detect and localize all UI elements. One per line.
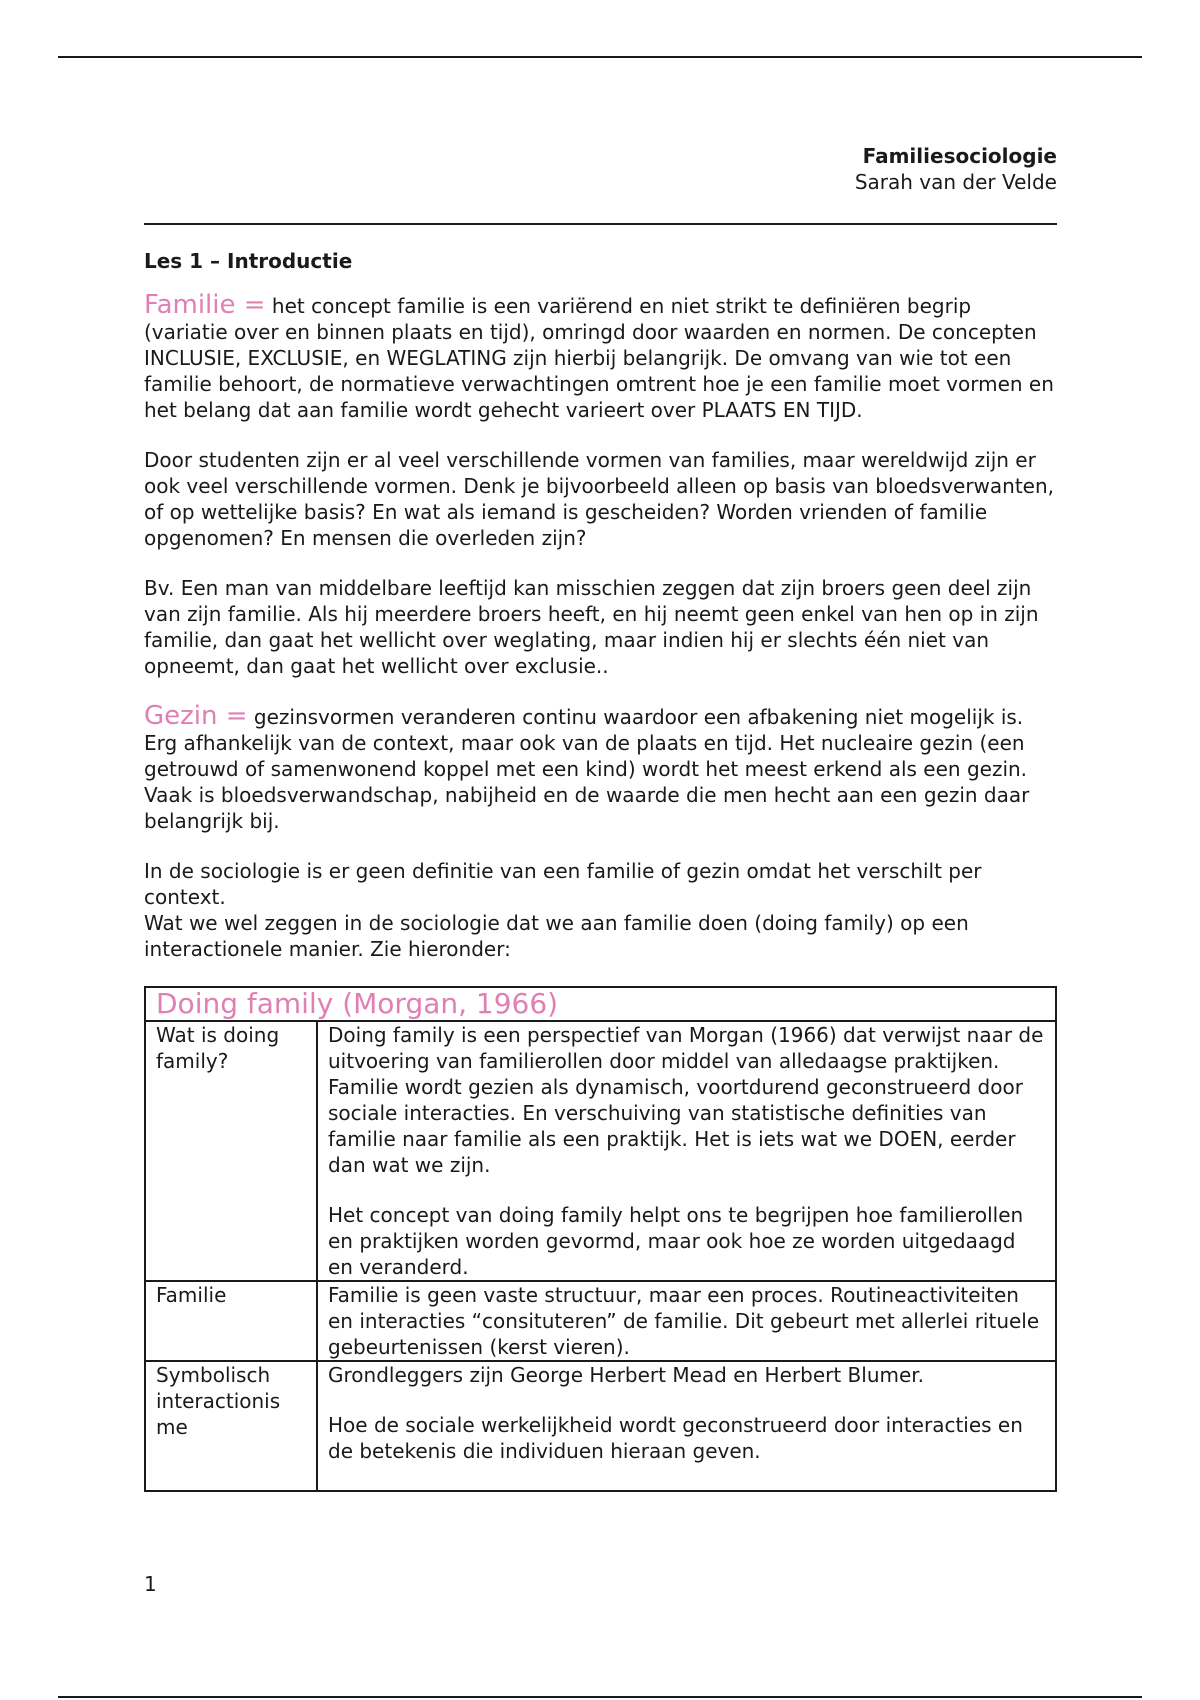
row-description-paragraph: Het concept van doing family helpt ons te begrijpen hoe familierollen en praktijken worden gevormd, maar ook hoe ze worden uitgedaagd en veranderd. [328, 1203, 1024, 1279]
row-description-paragraph: Familie is geen vaste structuur, maar een proces. Routineactiviteiten en interacties “consituteren” de familie. Dit gebeurt met allerlei rituele gebeurtenissen (kerst vieren). [328, 1283, 1040, 1359]
row-label: Wat is doing family? [145, 1021, 317, 1281]
top-page-rule [58, 56, 1142, 58]
table-row [145, 1361, 1056, 1491]
gezin-text: gezinsvormen veranderen continu waardoor een afbakening niet mogelijk is. Erg afhankelijk van de context, maar ook van de plaats en tijd. Het nucleaire gezin (een getrouwd of samenwonend koppel met een kind) wordt het meest erkend als een gezin. Vaak is bloedsverwandschap, nabijheid en de waarde die men hecht aan een gezin daar belangrijk bij. [144, 705, 1030, 833]
gezin-term: Gezin = [144, 701, 248, 731]
page-number: 1 [144, 1572, 157, 1596]
bottom-page-rule [58, 1696, 1142, 1698]
row-label: Symbolisch interactionis me [145, 1361, 317, 1491]
doing-family-table [144, 986, 1057, 1492]
gezin-definition [144, 703, 1057, 834]
table-row [145, 1021, 1056, 1281]
course-title: Familiesociologie [862, 144, 1057, 168]
row-description [317, 1361, 1056, 1491]
row-label: Familie [145, 1281, 317, 1361]
sociology-paragraph-2: Wat we wel zeggen in de sociologie dat we aan familie doen (doing family) op een interactionele manier. Zie hieronder: [144, 911, 969, 961]
example-paragraph: Bv. Een man van middelbare leeftijd kan misschien zeggen dat zijn broers geen deel zijn van zijn familie. Als hij meerdere broers heeft, en hij neemt geen enkel van hen op in zijn familie, dan gaat het wellicht over weglating, maar indien hij er slechts één niet van opneemt, dan gaat het wellicht over exclusie.. [144, 576, 1039, 678]
header-rule [144, 223, 1057, 225]
sociology-paragraph-1: In de sociologie is er geen definitie van een familie of gezin omdat het verschilt per context. [144, 859, 982, 909]
row-description-paragraph: Grondleggers zijn George Herbert Mead en Herbert Blumer. [328, 1363, 925, 1387]
students-paragraph: Door studenten zijn er al veel verschillende vormen van families, maar wereldwijd zijn er ook veel verschillende vormen. Denk je bijvoorbeeld alleen op basis van bloedsverwanten, of op wettelijke basis? En wat als iemand is gescheiden? Worden vrienden of familie opgenomen? En mensen die overleden zijn? [144, 448, 1055, 550]
main-content [144, 248, 1057, 1492]
table-row [145, 1281, 1056, 1361]
familie-text: het concept familie is een variërend en niet strikt te definiëren begrip (variatie over en binnen plaats en tijd), omringd door waarden en normen. De concepten INCLUSIE, EXCLUSIE, en WEGLATING zijn hierbij belangrijk. De omvang van wie tot een familie behoort, de normatieve verwachtingen omtrent hoe je een familie moet vormen en het belang dat aan familie wordt gehecht varieert over PLAATS EN TIJD. [144, 294, 1054, 422]
author-name: Sarah van der Velde [854, 170, 1057, 194]
lesson-heading: Les 1 – Introductie [144, 249, 353, 273]
table-caption: Doing family (Morgan, 1966) [145, 987, 1056, 1021]
familie-definition [144, 292, 1057, 423]
row-description-paragraph: Doing family is een perspectief van Morgan (1966) dat verwijst naar de uitvoering van familierollen door middel van alledaagse praktijken. Familie wordt gezien als dynamisch, voortdurend geconstrueerd door sociale interacties. En verschuiving van statistische definities van familie naar familie als een praktijk. Het is iets wat we DOEN, eerder dan wat we zijn. [328, 1023, 1044, 1177]
document-header [855, 143, 1057, 195]
row-description-paragraph: Hoe de sociale werkelijkheid wordt geconstrueerd door interacties en de betekenis die individuen hieraan geven. [328, 1413, 1023, 1463]
row-description [317, 1021, 1056, 1281]
row-description [317, 1281, 1056, 1361]
familie-term: Familie = [144, 290, 266, 320]
